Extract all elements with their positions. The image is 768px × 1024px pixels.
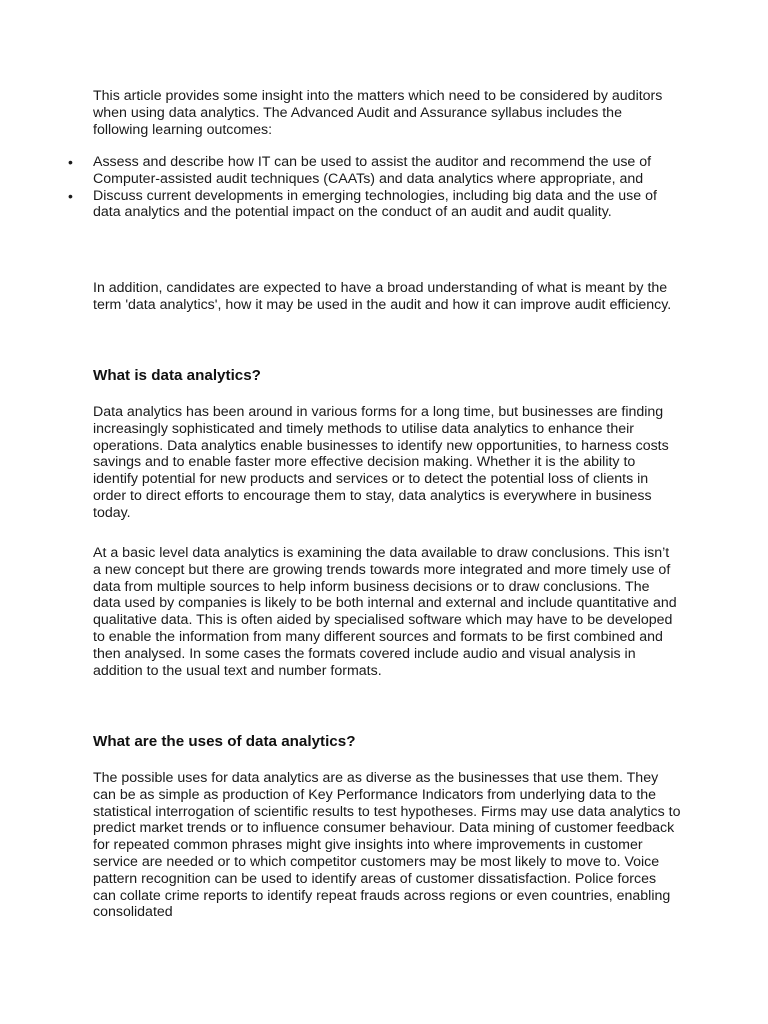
learning-outcomes-list [0,154,768,221]
list-item-text: Discuss current developments in emerging technologies, including big data and the use of data analytics and the potential impact on the conduct of an audit and audit quality. [93,187,657,221]
addition-paragraph: In addition, candidates are expected to have a broad understanding of what is meant by the term 'data analytics', how it may be used in the audit and how it can improve audit efficiency. [93,280,672,313]
intro-paragraph: This article provides some insight into the matters which need to be considered by auditors when using data analytics. The Advanced Audit and Assurance syllabus includes the following learning outcomes: [93,88,663,138]
bullet-icon: • [68,154,73,170]
list-item [0,154,681,188]
section-heading-what-is: What is data analytics? [93,367,261,384]
list-item-text: Assess and describe how IT can be used to assist the auditor and recommend the use of Computer-assisted audit techniques (CAATs) and data analytics where appropriate, and [93,154,652,187]
section2-paragraph-1: The possible uses for data analytics are as diverse as the businesses that use them. They can be as simple as production of Key Performance Indicators from underlying data to the statistical interrogation of scientific results to test hypotheses. Firms may use data analytics to predict market trends or to influence consumer behaviour. Data mining of customer feedback for repeated common phrases might give insights into where improvements in customer service are needed or to which competitor customers may be most likely to move to. Voice pattern recognition can be used to identify areas of customer dissatisfaction. Police forces can collate crime reports to identify repeat frauds across regions or even countries, enabling consolidated [93,770,681,921]
section1-paragraph-2: At a basic level data analytics is examining the data available to draw conclusions. This isn’t a new concept but there are growing trends towards more integrated and more timely use of data from multiple sources to help inform business decisions or to draw conclusions. The data used by companies is likely to be both internal and external and include quantitative and qualitative data. This is often aided by specialised software which may have to be developed to enable the information from many different sources and formats to be first combined and then analysed. In some cases the formats covered include audio and visual analysis in addition to the usual text and number formats. [93,545,677,679]
section-heading-uses: What are the uses of data analytics? [93,733,356,750]
section1-paragraph-1: Data analytics has been around in various forms for a long time, but businesses are finding increasingly sophisticated and timely methods to utilise data analytics to enhance their operations. Data analytics enable businesses to identify new opportunities, to harness costs savings and to enable faster more effective decision making. Whether it is the ability to identify potential for new products and services or to detect the potential loss of clients in order to direct efforts to encourage them to stay, data analytics is everywhere in business today. [93,404,669,521]
bullet-icon: • [68,187,73,204]
list-item [0,188,681,222]
